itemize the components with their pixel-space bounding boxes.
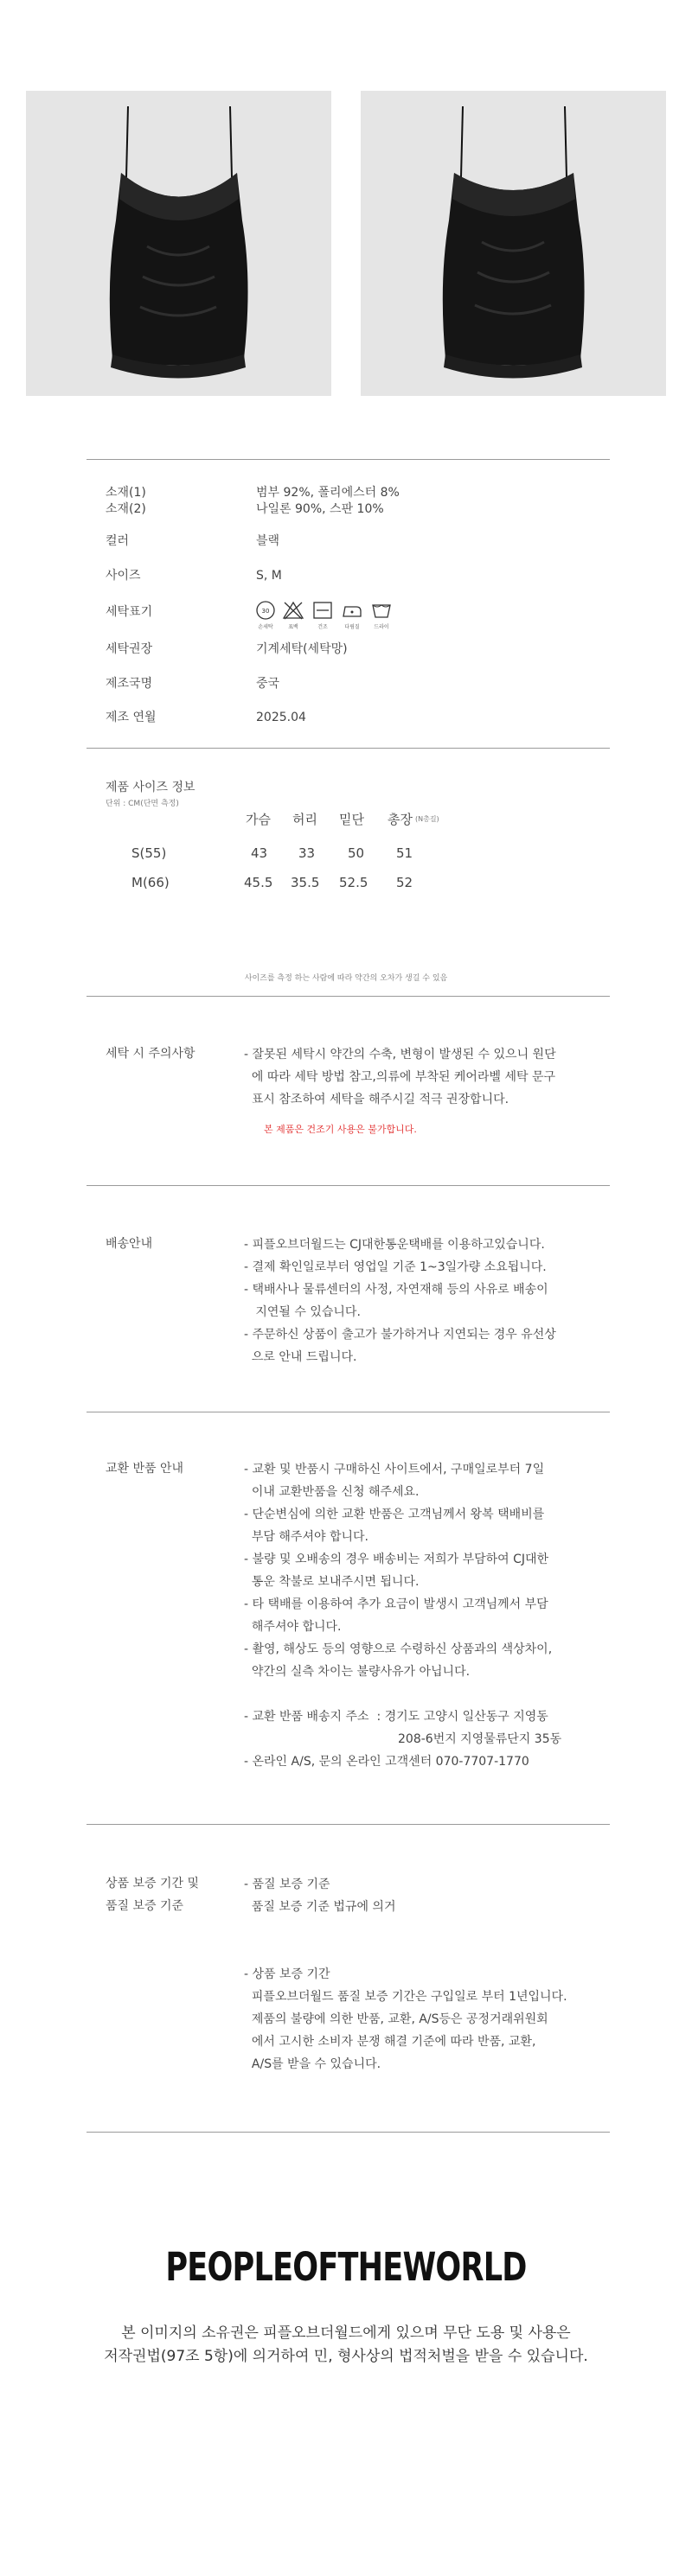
copyright-line-1: 본 이미지의 소유권은 피플오브더월드에게 있으며 무단 도용 및 사용은 <box>121 2324 571 2342</box>
divider <box>86 1824 610 1825</box>
care-caption-3: 건조 <box>317 624 328 630</box>
info-value-material-1: 범부 92%, 폴리에스터 8% <box>256 486 400 500</box>
info-value-color: 블랙 <box>256 534 280 548</box>
size-cell: 52.5 <box>339 875 368 890</box>
warranty-label-line2: 품질 보증 기준 <box>106 1899 184 1913</box>
size-title: 제품 사이즈 정보 <box>106 781 195 794</box>
care-caption-5: 드라이 <box>374 624 389 630</box>
care-caption-1: 손세탁 <box>258 624 273 630</box>
info-value-country: 중국 <box>256 677 280 691</box>
dryer-warning: 본 제품은 건조기 사용은 불가합니다. <box>264 1124 417 1135</box>
copyright-line-2: 저작권법(97조 5항)에 의거하여 민, 형사상의 법적처벌을 받을 수 있습니다. <box>104 2348 588 2365</box>
info-label-size: 사이즈 <box>106 569 141 583</box>
svg-text:30: 30 <box>261 608 270 615</box>
product-photo-back <box>361 91 666 396</box>
size-row-name: S(55) <box>131 845 167 861</box>
divider <box>86 996 610 997</box>
size-cell: 50 <box>348 845 365 861</box>
product-photo-front <box>26 91 331 396</box>
wash-section-label: 세탁 시 주의사항 <box>106 1047 195 1061</box>
size-length-note: (N총길) <box>415 815 439 823</box>
divider <box>86 459 610 460</box>
size-unit-note: 단위 : CM(단면 측정) <box>106 800 179 808</box>
size-cell: 51 <box>396 845 413 861</box>
size-cell: 33 <box>298 845 316 861</box>
size-header-waist: 허리 <box>292 812 317 827</box>
size-row-name: M(66) <box>131 875 170 890</box>
warranty-section-body: - 품질 보증 기준 품질 보증 기준 법규에 의거 - 상품 보증 기간 피플오브더월드 품질 보증 기간은 구입일로 부터 1년입니다. 제품의 불량에 의한 반품, 교환, A/S등은 공정거래위원회 에서 고시한 소비자 분쟁 해결 기준에 따라 반품, 교환, A/S를 받을 수 있습니다. <box>244 1878 567 2071</box>
size-cell: 35.5 <box>291 875 320 890</box>
info-value-wash: 기계세탁(세탁망) <box>256 642 348 656</box>
info-label-material-1: 소재(1) <box>106 486 146 500</box>
size-header-chest: 가슴 <box>246 812 271 827</box>
info-label-country: 제조국명 <box>106 677 153 691</box>
info-value-material-2: 나일론 90%, 스판 10% <box>256 502 384 516</box>
size-cell: 52 <box>396 875 413 890</box>
info-label-care: 세탁표기 <box>106 605 153 619</box>
exchange-section-label: 교환 반품 안내 <box>106 1462 184 1476</box>
size-cell: 43 <box>251 845 268 861</box>
delivery-section-label: 배송안내 <box>106 1237 153 1251</box>
size-header-hem: 밑단 <box>339 812 364 827</box>
warranty-label-line1: 상품 보증 기간 및 <box>106 1877 200 1891</box>
exchange-section-body: - 교환 및 반품시 구매하신 사이트에서, 구매일로부터 7일 이내 교환반품을 신청 해주세요. - 단순변심에 의한 교환 반품은 고객님께서 왕복 택배비를 부담 해주셔야 합니다. - 불량 및 오배송의 경우 배송비는 저희가 부담하여 CJ대한 통운 착불로 보내주시면 됩니다. - 타 택배를 이용하여 추가 요금이 발생시 고객님께서 부담 해주셔야 합니다. - 촬영, 해상도 등의 영향으로 수령하신 상품과의 색상차이, 약간의 실측 차이는 불량사유가 아닙니다. - 교환 반품 배송지 주소 : 경기도 고양시 일산동구 지영동 208-6번지 지영물류단지 35동 - 온라인 A/S, 문의 온라인 고객센터 070-7707-1770 <box>244 1463 562 1769</box>
size-cell: 45.5 <box>244 875 273 890</box>
size-header-length: 총장 <box>388 812 413 827</box>
info-label-wash: 세탁권장 <box>106 642 153 656</box>
care-caption-2: 표백 <box>288 624 298 630</box>
brand-logo: PEOPLEOFTHEWORLD <box>165 2244 527 2290</box>
divider <box>86 1185 610 1186</box>
divider <box>86 2132 610 2133</box>
wash-section-body: - 잘못된 세탁시 약간의 수축, 변형이 발생된 수 있으니 원단 에 따라 세탁 방법 참고,의류에 부착된 케어라벨 세탁 문구 표시 참조하여 세탁을 해주시길 적극 권장합니다. <box>244 1048 556 1106</box>
info-label-material-2: 소재(2) <box>106 502 146 516</box>
divider <box>86 748 610 749</box>
delivery-section-body: - 피플오브더월드는 CJ대한통운택배를 이용하고있습니다. - 결제 확인일로부터 영업일 기준 1~3일가량 소요됩니다. - 택배사나 물류센터의 사정, 자연재해 등의 사유로 배송이 지연될 수 있습니다. - 주문하신 상품이 출고가 불가하거나 지연되는 경우 유선상 으로 안내 드립니다. <box>244 1238 556 1364</box>
size-footnote: 사이즈를 측정 하는 사람에 따라 약간의 오차가 생길 수 있음 <box>244 974 448 983</box>
info-label-date: 제조 연월 <box>106 711 157 724</box>
care-caption-4: 다림질 <box>344 624 360 630</box>
info-value-size: S, M <box>256 569 282 583</box>
info-label-color: 컬러 <box>106 534 130 548</box>
info-value-date: 2025.04 <box>256 711 306 724</box>
